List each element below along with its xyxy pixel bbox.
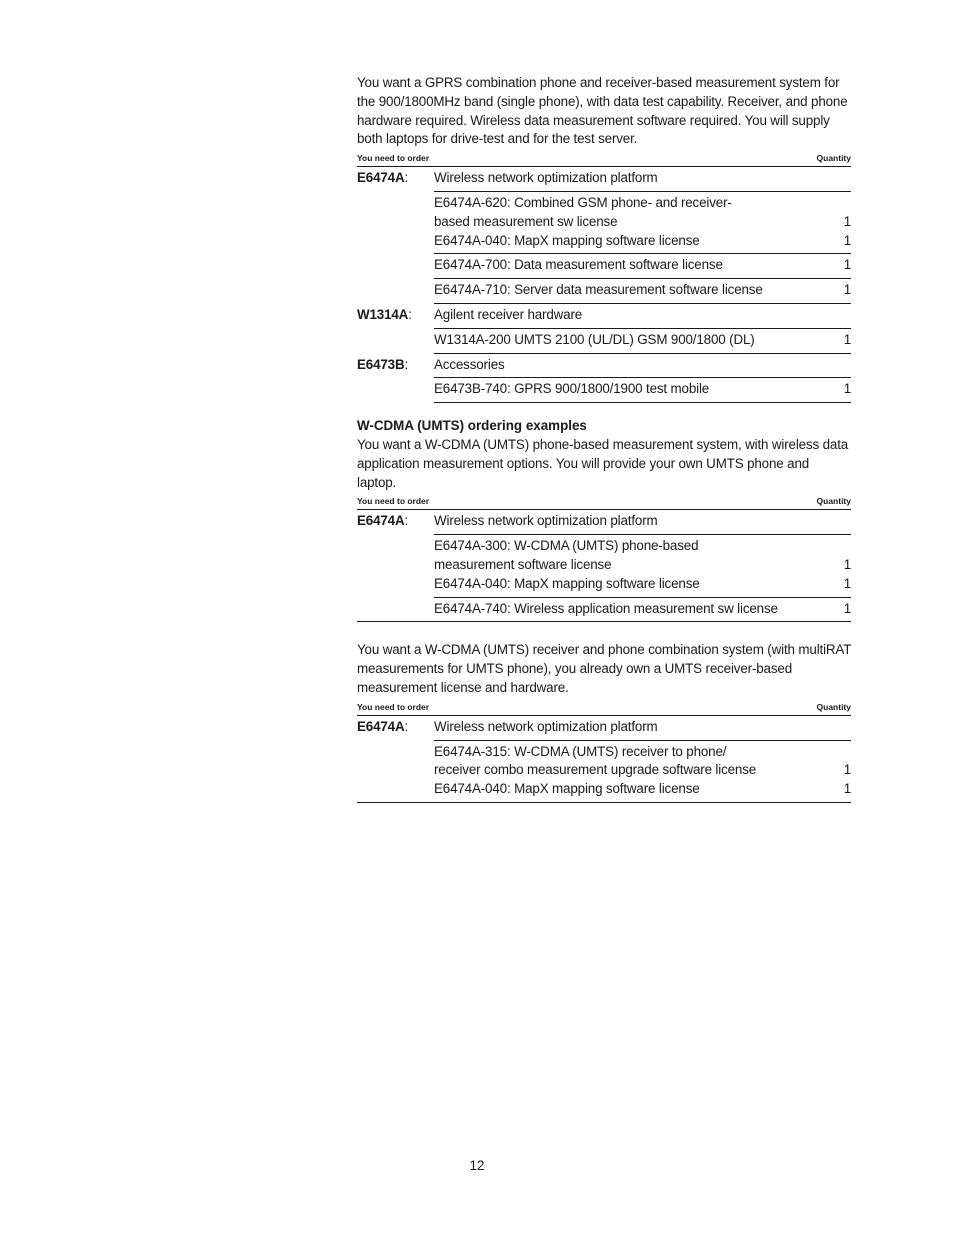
order-line [434, 256, 851, 275]
header-you-need-to-order: You need to order [357, 701, 430, 712]
order-row [434, 279, 851, 304]
order-line [434, 380, 851, 399]
header-quantity: Quantity [816, 153, 851, 164]
gprs-order-section [357, 74, 851, 403]
wcdma-combo-order-section [357, 641, 851, 803]
order-item-description: E6474A-315: W-CDMA (UMTS) receiver to phone/ [434, 743, 727, 759]
order-table [357, 167, 851, 403]
order-item-description: Accessories [434, 356, 505, 372]
product-code [357, 510, 434, 621]
product-code-text: E6474A [357, 170, 405, 186]
order-item-quantity: 1 [843, 575, 851, 591]
order-row [434, 254, 851, 279]
order-row [434, 716, 851, 741]
order-row [434, 741, 851, 802]
order-item-description: E6474A-040: MapX mapping software license [434, 232, 700, 248]
order-item-quantity: 1 [843, 781, 851, 797]
page-number-text: 12 [469, 1158, 485, 1173]
header-you-need-to-order: You need to order [357, 496, 430, 507]
wcdma-order-section [357, 417, 851, 622]
section-heading: W-CDMA (UMTS) ordering examples [357, 418, 587, 434]
order-row [434, 354, 851, 379]
order-table-header [357, 702, 851, 716]
page-content [357, 74, 851, 803]
product-code-suffix: : [404, 513, 409, 529]
order-item-quantity [831, 306, 851, 325]
order-item-description: measurement software license [434, 556, 612, 572]
product-code [357, 167, 434, 304]
order-item-description: E6474A-700: Data measurement software license [434, 257, 723, 273]
order-items [434, 354, 851, 404]
product-code-text: E6474A [357, 718, 405, 734]
order-line [434, 761, 851, 780]
order-line [434, 281, 851, 300]
order-item-quantity [831, 512, 851, 531]
order-item-description: E6474A-620: Combined GSM phone- and receiver- [434, 194, 732, 210]
page-number [0, 1158, 954, 1173]
order-item-description: Wireless network optimization platform [434, 170, 658, 186]
order-line [434, 213, 851, 232]
order-group [357, 304, 851, 354]
order-item-quantity: 1 [843, 282, 851, 298]
order-items [434, 716, 851, 802]
order-line [434, 232, 851, 251]
order-line [434, 537, 851, 556]
order-item-quantity: 1 [843, 257, 851, 273]
order-item-quantity: 1 [843, 762, 851, 778]
order-item-quantity: 1 [843, 381, 851, 397]
order-table-header [357, 496, 851, 510]
order-item-description: E6474A-710: Server data measurement software license [434, 282, 763, 298]
order-items [434, 167, 851, 304]
product-code-suffix: : [408, 306, 412, 322]
order-item-quantity: 1 [843, 331, 851, 347]
order-item-description: W1314A-200 UMTS 2100 (UL/DL) GSM 900/1800 (DL) [434, 331, 755, 347]
order-item-quantity [831, 718, 851, 737]
order-line [434, 169, 851, 188]
order-line [434, 743, 851, 762]
header-you-need-to-order: You need to order [357, 153, 430, 164]
order-item-description: E6474A-740: Wireless application measurement sw license [434, 600, 778, 616]
order-item-description: receiver combo measurement upgrade software license [434, 762, 757, 778]
order-item-quantity [831, 537, 851, 556]
order-row [434, 510, 851, 535]
order-row [434, 329, 851, 354]
order-item-quantity [831, 743, 851, 762]
product-code [357, 354, 434, 404]
order-item-quantity [831, 194, 851, 213]
order-line [434, 356, 851, 375]
order-table-header [357, 153, 851, 167]
order-line [434, 512, 851, 531]
order-line [434, 331, 851, 350]
order-row [434, 378, 851, 403]
order-line [434, 718, 851, 737]
order-group [357, 510, 851, 622]
order-item-description: E6474A-040: MapX mapping software license [434, 781, 700, 797]
order-item-quantity [831, 169, 851, 188]
order-line [434, 194, 851, 213]
order-group [357, 354, 851, 404]
order-items [434, 510, 851, 621]
order-row [434, 535, 851, 597]
order-item-quantity: 1 [843, 600, 851, 616]
order-item-description: Agilent receiver hardware [434, 306, 583, 322]
order-items [434, 304, 851, 354]
order-item-description: E6473B-740: GPRS 900/1800/1900 test mobile [434, 381, 710, 397]
order-line [434, 600, 851, 619]
order-row [434, 598, 851, 622]
order-row [434, 167, 851, 192]
order-item-description: Wireless network optimization platform [434, 513, 658, 529]
gprs-intro-paragraph: You want a GPRS combination phone and receiver-based measurement system for the 900/1800MHz band (single phone), with data test capability. Receiver, and phone hardware required. Wireless data measurement software required. You will supply both laptops for drive-test and for the test server. [357, 75, 848, 147]
wcdma-intro-paragraph: You want a W-CDMA (UMTS) phone-based measurement system, with wireless data application measurement options. You will provide your own UMTS phone and laptop. [357, 436, 849, 490]
order-line [434, 556, 851, 575]
order-item-quantity [831, 356, 851, 375]
order-table [357, 716, 851, 803]
order-group [357, 716, 851, 803]
product-code [357, 304, 434, 354]
order-line [434, 575, 851, 594]
order-item-description: based measurement sw license [434, 213, 618, 229]
order-item-description: E6474A-300: W-CDMA (UMTS) phone-based [434, 538, 699, 554]
product-code [357, 716, 434, 802]
wcdma-combo-intro-paragraph: You want a W-CDMA (UMTS) receiver and phone combination system (with multiRAT measurements for UMTS phone), you already own a UMTS receiver-based measurement license and hardware. [357, 642, 852, 695]
order-line [434, 306, 851, 325]
product-code-text: E6473B [357, 356, 405, 372]
product-code-suffix: : [404, 170, 409, 186]
order-item-description: Wireless network optimization platform [434, 718, 658, 734]
order-row [434, 304, 851, 329]
order-group [357, 167, 851, 304]
product-code-text: E6474A [357, 513, 405, 529]
header-quantity: Quantity [816, 496, 851, 507]
product-code-text: W1314A [357, 306, 409, 322]
product-code-suffix: : [404, 718, 409, 734]
order-item-description: E6474A-040: MapX mapping software license [434, 575, 700, 591]
order-item-quantity: 1 [843, 232, 851, 248]
order-item-quantity: 1 [843, 213, 851, 229]
order-row [434, 192, 851, 254]
order-line [434, 780, 851, 799]
product-code-suffix: : [404, 356, 409, 372]
header-quantity: Quantity [816, 701, 851, 712]
order-item-quantity: 1 [843, 556, 851, 572]
order-table [357, 510, 851, 622]
